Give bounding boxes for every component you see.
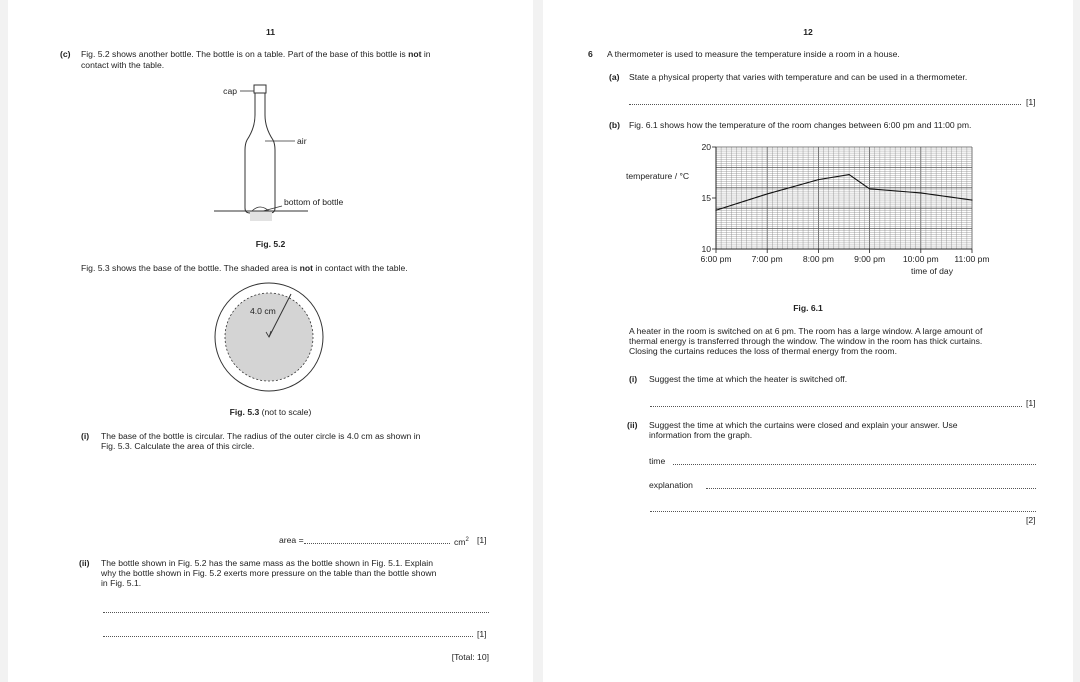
area-unit: $cm^2$ xyxy=(454,536,469,547)
y-axis-label: temperature / °C xyxy=(626,171,690,181)
time-answer-line[interactable] xyxy=(673,464,1036,465)
cap-label: cap xyxy=(223,86,237,96)
time-label: time xyxy=(649,456,666,466)
data-point xyxy=(920,192,921,193)
fig-5-3-intro: Fig. 5.3 shows the base of the bottle. The shaded area is not in contact with the table. xyxy=(81,263,408,273)
x-tick-label: 11:00 pm xyxy=(954,254,990,264)
fig-6-1-temperature-chart xyxy=(543,135,1073,285)
area-label: area = xyxy=(279,535,304,545)
x-tick-label: 10:00 pm xyxy=(902,254,939,264)
area-marks: [1] xyxy=(477,535,487,545)
y-tick-label: 20 xyxy=(701,142,711,152)
page-11 xyxy=(8,0,533,682)
bottom-of-bottle-label: bottom of bottle xyxy=(284,197,344,207)
page-number: 12 xyxy=(803,27,813,37)
fig-5-2-bottle-diagram xyxy=(8,80,533,220)
part-c-intro: Fig. 5.2 shows another bottle. The bottle is on a table. Part of the base of this bottle is not in xyxy=(81,49,431,59)
area-answer-line[interactable] xyxy=(304,543,450,544)
question-6-stem: A thermometer is used to measure the temperature inside a room in a house. xyxy=(607,49,900,59)
q6b-i-answer-line[interactable] xyxy=(650,406,1022,407)
heater-para-line3: Closing the curtains reduces the loss of thermal energy from the room. xyxy=(629,346,897,356)
question-6-number: 6 xyxy=(588,49,593,59)
part-a-text: State a physical property that varies with temperature and can be used in a thermometer. xyxy=(629,72,968,82)
q6b-i-label: (i) xyxy=(629,374,638,384)
heater-para-line1: A heater in the room is switched on at 6 pm. The room has a large window. A large amount of xyxy=(629,326,983,336)
x-tick-label: 9:00 pm xyxy=(854,254,886,264)
bottle-cap xyxy=(254,85,266,93)
question-ii-marks: [1] xyxy=(477,629,487,639)
question-i-line1: The base of the bottle is circular. The radius of the outer circle is 4.0 cm as shown in xyxy=(101,431,421,441)
part-b-text: Fig. 6.1 shows how the temperature of the room changes between 6:00 pm and 11:00 pm. xyxy=(629,120,972,130)
table-shadow xyxy=(250,211,272,221)
fig-5-3-caption: Fig. 5.3 (not to scale) xyxy=(229,407,312,417)
page-12 xyxy=(543,0,1073,682)
y-tick-label: 15 xyxy=(701,193,711,203)
explanation-answer-line-1[interactable] xyxy=(706,488,1036,489)
question-ii-line3: in Fig. 5.1. xyxy=(101,578,142,588)
fig-5-3-base-diagram xyxy=(8,280,533,400)
q6b-ii-label: (ii) xyxy=(627,420,638,430)
fig-5-2-caption: Fig. 5.2 xyxy=(255,239,286,249)
part-a-label: (a) xyxy=(609,72,620,82)
q6b-ii-line1: Suggest the time at which the curtains were closed and explain your answer. Use xyxy=(649,420,958,430)
answer-line-2[interactable] xyxy=(103,636,473,637)
data-point xyxy=(971,199,972,200)
chart-labels xyxy=(626,142,990,276)
heater-para-line2: thermal energy is transferred through the window. The window in the room has thick curtains. xyxy=(629,336,983,346)
total-marks: [Total: 10] xyxy=(451,652,489,662)
part-a-answer-line[interactable] xyxy=(629,104,1021,105)
data-point xyxy=(818,179,819,180)
part-b-label: (b) xyxy=(609,120,620,130)
y-tick-label: 10 xyxy=(701,244,711,254)
page-number: 11 xyxy=(265,27,276,37)
q6b-ii-line2: information from the graph. xyxy=(649,430,753,440)
part-c-intro-line2: contact with the table. xyxy=(81,60,165,70)
explanation-label: explanation xyxy=(649,480,693,490)
x-tick-label: 6:00 pm xyxy=(700,254,732,264)
q6b-i-marks: [1] xyxy=(1026,398,1036,408)
x-tick-label: 7:00 pm xyxy=(751,254,783,264)
q6b-ii-marks: [2] xyxy=(1026,515,1036,525)
radius-label: 4.0 cm xyxy=(250,306,276,316)
part-a-marks: [1] xyxy=(1026,97,1036,107)
explanation-answer-line-2[interactable] xyxy=(650,511,1036,512)
data-point xyxy=(715,210,716,211)
x-tick-label: 8:00 pm xyxy=(802,254,834,264)
part-c-label: (c) xyxy=(60,49,71,59)
question-ii-line1: The bottle shown in Fig. 5.2 has the same mass as the bottle shown in Fig. 5.1. Explain xyxy=(101,558,433,568)
data-point xyxy=(767,193,768,194)
question-i-label: (i) xyxy=(81,431,90,441)
air-label: air xyxy=(297,136,307,146)
question-ii-line2: why the bottle shown in Fig. 5.2 exerts more pressure on the table than the bottle shown xyxy=(101,568,437,578)
data-point xyxy=(869,188,870,189)
x-axis-label: time of day xyxy=(910,266,954,276)
data-point xyxy=(849,174,850,175)
answer-line-1[interactable] xyxy=(103,612,489,613)
question-i-line2: Fig. 5.3. Calculate the area of this circle. xyxy=(101,441,255,451)
bottle-outline xyxy=(245,93,275,213)
fig-6-1-caption: Fig. 6.1 xyxy=(793,303,823,313)
q6b-i-text: Suggest the time at which the heater is switched off. xyxy=(649,374,848,384)
question-ii-label: (ii) xyxy=(79,558,90,568)
